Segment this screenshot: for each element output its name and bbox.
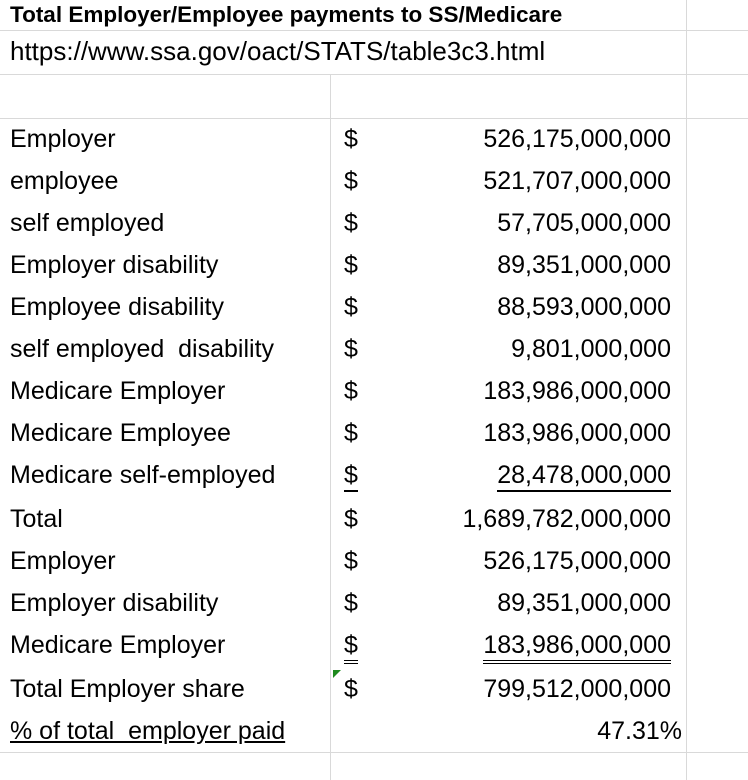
table-row[interactable] — [0, 498, 748, 540]
row-amount[interactable]: 9,801,000,000 — [511, 335, 671, 363]
table-row[interactable] — [0, 454, 748, 496]
table-row[interactable] — [0, 286, 748, 328]
row-amount[interactable]: 521,707,000,000 — [483, 167, 671, 195]
table-row[interactable] — [0, 370, 748, 412]
table-row[interactable] — [0, 160, 748, 202]
table-row[interactable] — [0, 118, 748, 160]
currency-symbol: $ — [344, 167, 358, 195]
table-row[interactable] — [0, 582, 748, 624]
row-label[interactable]: Employee disability — [10, 293, 224, 321]
row-divider — [0, 752, 748, 753]
currency-symbol: $ — [344, 125, 358, 153]
table-row[interactable] — [0, 202, 748, 244]
row-amount[interactable]: 799,512,000,000 — [483, 675, 671, 703]
row-amount[interactable]: 1,689,782,000,000 — [462, 505, 671, 533]
row-label[interactable]: Medicare Employee — [10, 419, 231, 447]
row-amount[interactable]: 183,986,000,000 — [483, 419, 671, 447]
row-amount[interactable]: 57,705,000,000 — [497, 209, 671, 237]
row-label[interactable]: Employer — [10, 547, 116, 575]
row-amount[interactable]: 88,593,000,000 — [497, 293, 671, 321]
row-label[interactable]: % of total employer paid — [10, 717, 286, 745]
table-row[interactable] — [0, 412, 748, 454]
currency-symbol: $ — [344, 209, 358, 237]
row-label[interactable]: self employed disability — [10, 335, 275, 363]
row-amount[interactable]: 183,986,000,000 — [483, 630, 671, 664]
currency-symbol: $ — [344, 505, 358, 533]
source-url[interactable]: https://www.ssa.gov/oact/STATS/table3c3.html — [10, 36, 546, 66]
currency-symbol: $ — [344, 675, 358, 703]
table-row[interactable] — [0, 540, 748, 582]
currency-symbol: $ — [344, 419, 358, 447]
row-amount[interactable]: 526,175,000,000 — [483, 547, 671, 575]
row-label[interactable]: Employer disability — [10, 589, 219, 617]
currency-symbol: $ — [344, 630, 358, 664]
row-divider — [0, 30, 748, 31]
table-row[interactable] — [0, 624, 748, 666]
row-label[interactable]: Employer disability — [10, 251, 219, 279]
row-label[interactable]: Employer — [10, 125, 116, 153]
currency-symbol: $ — [344, 251, 358, 279]
comment-marker-icon[interactable] — [333, 670, 341, 678]
row-amount[interactable]: 89,351,000,000 — [497, 589, 671, 617]
row-divider — [0, 74, 748, 75]
sheet-title[interactable]: Total Employer/Employee payments to SS/Medicare — [10, 2, 563, 27]
row-label[interactable]: Medicare Employer — [10, 631, 226, 659]
percent-value[interactable]: 47.31% — [597, 717, 682, 745]
table-row[interactable] — [0, 668, 748, 710]
table-row[interactable] — [0, 710, 748, 752]
currency-symbol: $ — [344, 589, 358, 617]
row-amount[interactable]: 526,175,000,000 — [483, 125, 671, 153]
currency-symbol: $ — [344, 460, 358, 492]
row-label[interactable]: Total Employer share — [10, 675, 245, 703]
row-amount[interactable]: 183,986,000,000 — [483, 377, 671, 405]
currency-symbol: $ — [344, 547, 358, 575]
row-amount[interactable]: 28,478,000,000 — [497, 460, 671, 492]
row-label[interactable]: Medicare self-employed — [10, 461, 276, 489]
row-label[interactable]: Medicare Employer — [10, 377, 226, 405]
table-row[interactable] — [0, 244, 748, 286]
currency-symbol: $ — [344, 293, 358, 321]
row-label[interactable]: self employed — [10, 209, 165, 237]
currency-symbol: $ — [344, 377, 358, 405]
row-label[interactable]: employee — [10, 167, 119, 195]
row-amount[interactable]: 89,351,000,000 — [497, 251, 671, 279]
currency-symbol: $ — [344, 335, 358, 363]
row-label[interactable]: Total — [10, 505, 63, 533]
table-row[interactable] — [0, 328, 748, 370]
